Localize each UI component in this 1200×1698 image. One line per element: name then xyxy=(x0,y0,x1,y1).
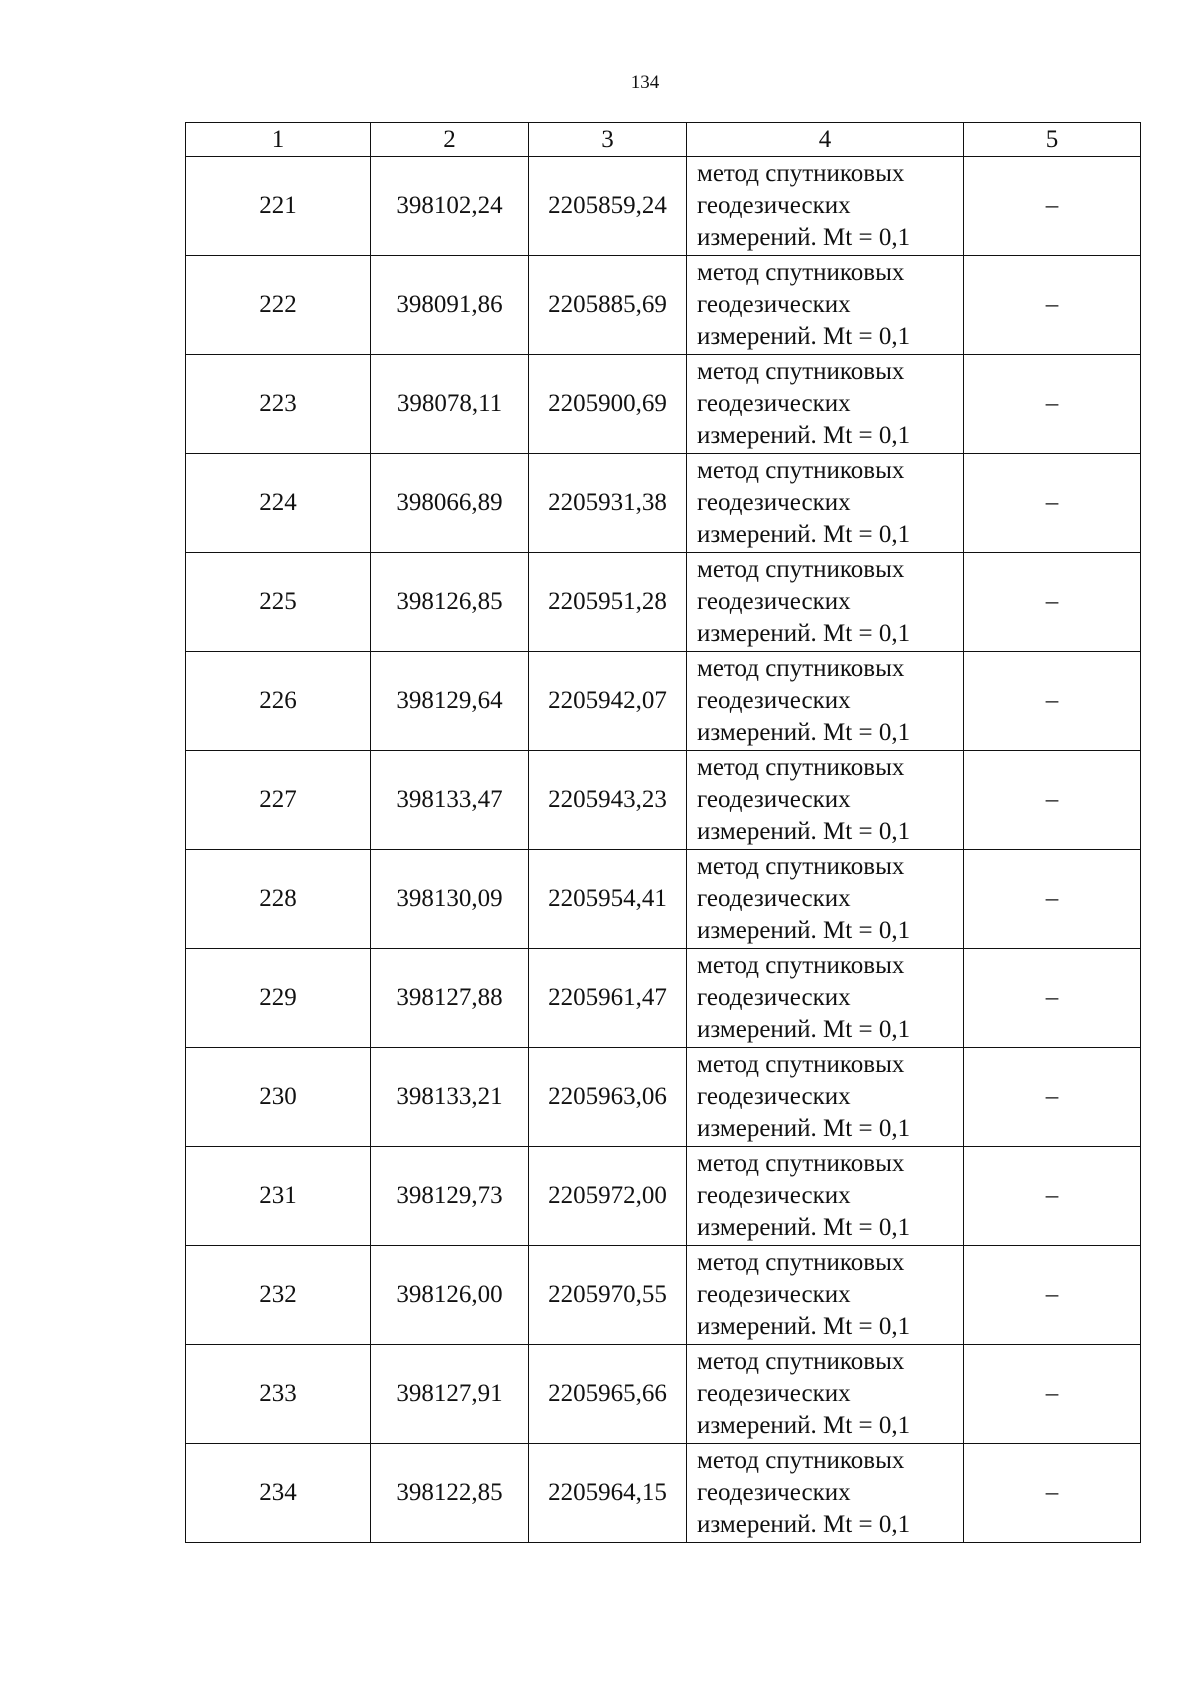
y-coordinate-cell: 2205931,38 xyxy=(529,454,687,553)
method-line: метод спутниковых xyxy=(697,358,905,385)
point-number-cell: 224 xyxy=(186,454,371,553)
coordinates-table-container xyxy=(185,122,1140,1543)
method-cell xyxy=(687,355,964,454)
column-header-1: 1 xyxy=(186,123,371,157)
method-line: измерений. Mt = 0,1 xyxy=(697,1115,911,1142)
point-number-cell: 227 xyxy=(186,751,371,850)
column-header-4: 4 xyxy=(687,123,964,157)
x-coordinate-cell: 398122,85 xyxy=(371,1444,529,1543)
method-line: геодезических xyxy=(697,390,851,417)
note-cell: – xyxy=(964,1246,1141,1345)
point-number-cell: 225 xyxy=(186,553,371,652)
y-coordinate-cell: 2205972,00 xyxy=(529,1147,687,1246)
method-cell xyxy=(687,1345,964,1444)
y-coordinate-cell: 2205961,47 xyxy=(529,949,687,1048)
point-number-cell: 233 xyxy=(186,1345,371,1444)
table-row xyxy=(186,454,1141,553)
note-cell: – xyxy=(964,850,1141,949)
y-coordinate-cell: 2205943,23 xyxy=(529,751,687,850)
method-line: геодезических xyxy=(697,1083,851,1110)
method-line: геодезических xyxy=(697,489,851,516)
x-coordinate-cell: 398066,89 xyxy=(371,454,529,553)
page-number: 134 xyxy=(630,72,660,93)
x-coordinate-cell: 398126,00 xyxy=(371,1246,529,1345)
y-coordinate-cell: 2205963,06 xyxy=(529,1048,687,1147)
method-line: измерений. Mt = 0,1 xyxy=(697,521,911,548)
y-coordinate-cell: 2205951,28 xyxy=(529,553,687,652)
method-line: метод спутниковых xyxy=(697,1249,905,1276)
method-cell xyxy=(687,652,964,751)
method-line: измерений. Mt = 0,1 xyxy=(697,1412,911,1439)
table-row xyxy=(186,553,1141,652)
method-cell xyxy=(687,751,964,850)
note-cell: – xyxy=(964,553,1141,652)
method-line: метод спутниковых xyxy=(697,1348,905,1375)
method-line: геодезических xyxy=(697,885,851,912)
x-coordinate-cell: 398127,91 xyxy=(371,1345,529,1444)
table-row xyxy=(186,355,1141,454)
method-line: измерений. Mt = 0,1 xyxy=(697,224,911,251)
x-coordinate-cell: 398133,21 xyxy=(371,1048,529,1147)
table-row xyxy=(186,1147,1141,1246)
y-coordinate-cell: 2205942,07 xyxy=(529,652,687,751)
method-line: метод спутниковых xyxy=(697,853,905,880)
point-number-cell: 234 xyxy=(186,1444,371,1543)
point-number-cell: 232 xyxy=(186,1246,371,1345)
x-coordinate-cell: 398129,64 xyxy=(371,652,529,751)
method-cell xyxy=(687,454,964,553)
table-row xyxy=(186,1246,1141,1345)
method-line: геодезических xyxy=(697,687,851,714)
method-line: измерений. Mt = 0,1 xyxy=(697,620,911,647)
point-number-cell: 226 xyxy=(186,652,371,751)
method-line: метод спутниковых xyxy=(697,952,905,979)
method-cell xyxy=(687,157,964,256)
table-header-row xyxy=(186,123,1141,157)
note-cell: – xyxy=(964,949,1141,1048)
method-line: метод спутниковых xyxy=(697,457,905,484)
method-line: геодезических xyxy=(697,291,851,318)
method-line: метод спутниковых xyxy=(697,556,905,583)
table-row xyxy=(186,256,1141,355)
column-header-3: 3 xyxy=(529,123,687,157)
table-row xyxy=(186,157,1141,256)
method-line: геодезических xyxy=(697,1182,851,1209)
method-line: метод спутниковых xyxy=(697,259,905,286)
method-line: геодезических xyxy=(697,1380,851,1407)
note-cell: – xyxy=(964,355,1141,454)
note-cell: – xyxy=(964,751,1141,850)
method-line: геодезических xyxy=(697,786,851,813)
method-line: метод спутниковых xyxy=(697,655,905,682)
method-cell xyxy=(687,553,964,652)
point-number-cell: 223 xyxy=(186,355,371,454)
table-row xyxy=(186,1444,1141,1543)
x-coordinate-cell: 398091,86 xyxy=(371,256,529,355)
x-coordinate-cell: 398126,85 xyxy=(371,553,529,652)
method-cell xyxy=(687,256,964,355)
note-cell: – xyxy=(964,1345,1141,1444)
method-cell xyxy=(687,949,964,1048)
y-coordinate-cell: 2205859,24 xyxy=(529,157,687,256)
note-cell: – xyxy=(964,1048,1141,1147)
table-row xyxy=(186,1345,1141,1444)
note-cell: – xyxy=(964,157,1141,256)
y-coordinate-cell: 2205900,69 xyxy=(529,355,687,454)
method-cell xyxy=(687,1246,964,1345)
method-cell xyxy=(687,850,964,949)
y-coordinate-cell: 2205965,66 xyxy=(529,1345,687,1444)
coordinates-table xyxy=(185,122,1141,1543)
method-line: измерений. Mt = 0,1 xyxy=(697,1511,911,1538)
point-number-cell: 221 xyxy=(186,157,371,256)
table-body xyxy=(186,157,1141,1543)
y-coordinate-cell: 2205954,41 xyxy=(529,850,687,949)
method-line: геодезических xyxy=(697,588,851,615)
x-coordinate-cell: 398130,09 xyxy=(371,850,529,949)
point-number-cell: 229 xyxy=(186,949,371,1048)
method-cell xyxy=(687,1444,964,1543)
point-number-cell: 222 xyxy=(186,256,371,355)
method-line: измерений. Mt = 0,1 xyxy=(697,323,911,350)
note-cell: – xyxy=(964,256,1141,355)
point-number-cell: 228 xyxy=(186,850,371,949)
x-coordinate-cell: 398129,73 xyxy=(371,1147,529,1246)
table-row xyxy=(186,652,1141,751)
table-row xyxy=(186,751,1141,850)
note-cell: – xyxy=(964,1147,1141,1246)
method-cell xyxy=(687,1147,964,1246)
x-coordinate-cell: 398078,11 xyxy=(371,355,529,454)
note-cell: – xyxy=(964,1444,1141,1543)
table-row xyxy=(186,949,1141,1048)
x-coordinate-cell: 398133,47 xyxy=(371,751,529,850)
method-line: геодезических xyxy=(697,192,851,219)
column-header-5: 5 xyxy=(964,123,1141,157)
table-row xyxy=(186,850,1141,949)
y-coordinate-cell: 2205885,69 xyxy=(529,256,687,355)
method-line: измерений. Mt = 0,1 xyxy=(697,1313,911,1340)
method-line: измерений. Mt = 0,1 xyxy=(697,818,911,845)
method-line: измерений. Mt = 0,1 xyxy=(697,1214,911,1241)
method-line: измерений. Mt = 0,1 xyxy=(697,719,911,746)
y-coordinate-cell: 2205970,55 xyxy=(529,1246,687,1345)
method-line: метод спутниковых xyxy=(697,160,905,187)
method-line: геодезических xyxy=(697,1281,851,1308)
method-line: метод спутниковых xyxy=(697,1447,905,1474)
method-line: метод спутниковых xyxy=(697,1150,905,1177)
point-number-cell: 231 xyxy=(186,1147,371,1246)
x-coordinate-cell: 398102,24 xyxy=(371,157,529,256)
column-header-2: 2 xyxy=(371,123,529,157)
method-line: геодезических xyxy=(697,984,851,1011)
note-cell: – xyxy=(964,652,1141,751)
method-line: измерений. Mt = 0,1 xyxy=(697,917,911,944)
x-coordinate-cell: 398127,88 xyxy=(371,949,529,1048)
method-line: метод спутниковых xyxy=(697,1051,905,1078)
method-line: измерений. Mt = 0,1 xyxy=(697,422,911,449)
method-line: геодезических xyxy=(697,1479,851,1506)
y-coordinate-cell: 2205964,15 xyxy=(529,1444,687,1543)
method-line: измерений. Mt = 0,1 xyxy=(697,1016,911,1043)
method-line: метод спутниковых xyxy=(697,754,905,781)
method-cell xyxy=(687,1048,964,1147)
table-row xyxy=(186,1048,1141,1147)
point-number-cell: 230 xyxy=(186,1048,371,1147)
note-cell: – xyxy=(964,454,1141,553)
